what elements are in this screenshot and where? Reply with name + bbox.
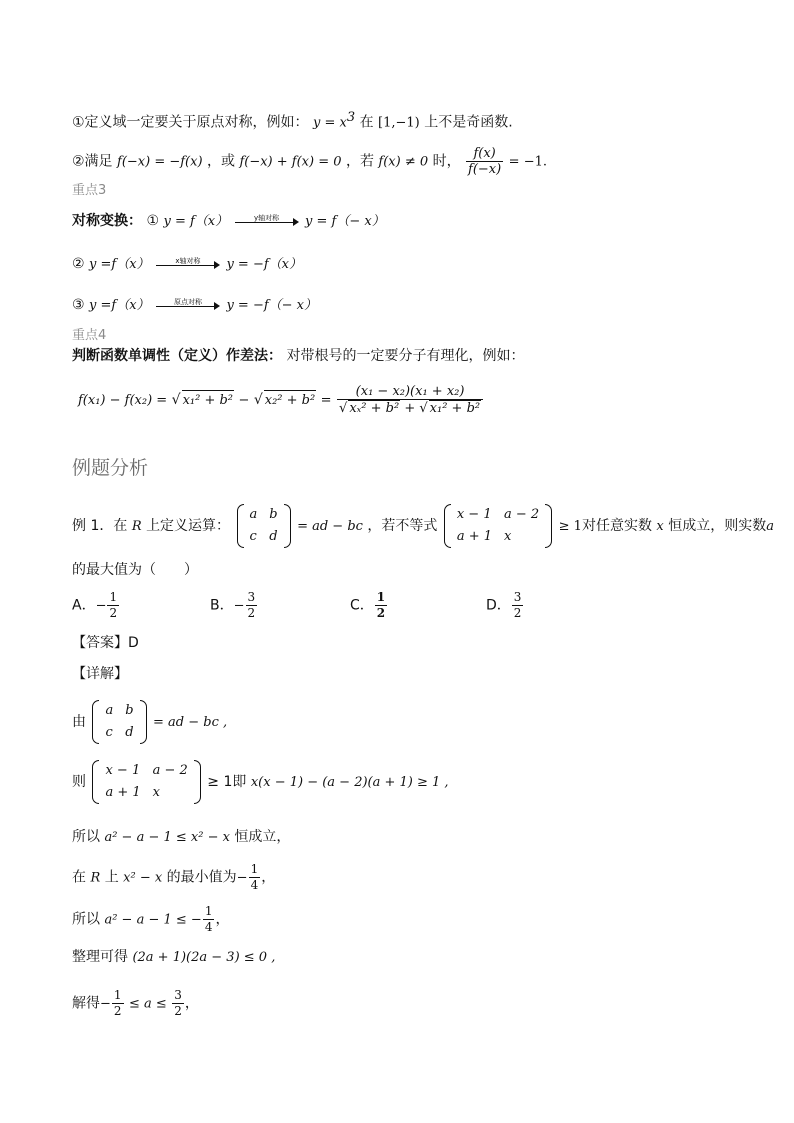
detail-title: 【详解】 xyxy=(72,666,128,682)
example-1-question-line2: 的最大值为（ ） xyxy=(72,562,198,578)
transform-arrow: y轴对称 xyxy=(235,214,299,228)
solution-step-7: 解得− $\frac{1}{2}$ ≤ a ≤ $\frac{3}{2}$ ， xyxy=(72,988,199,1018)
option-b[interactable]: B．− $\frac{3}{2}$ xyxy=(210,590,256,620)
example-1-question: 例 1．在 R 上定义运算： a b c d = ad − bc ，若不等式 x − 1 a − 2 a + 1 x ≥ 1对任意实数 x 恒成立，则实数a xyxy=(72,504,774,548)
note-odd-condition: ②满足 f(−x) = −f(x) ，或 f(−x) + f(x) = 0 ，若 f(x) ≠ 0 时， $\frac{f(x)}{f(-x)}$ = −1. xyxy=(72,146,547,177)
ratio-fraction: $\frac{f(x)}{f(-x)}$ xyxy=(468,146,502,177)
section-title: 例题分析 xyxy=(72,457,149,479)
monotonic-example-formula: f(x₁) − f(x₂) = √ x₁² + b² − √ x₂² + b² = $\frac{\text{(x₁ − x₂)(x₁ + x₂)}}{\text{√ xₓ² + b² + √ x₁² + b²}}$ xyxy=(78,384,484,416)
solution-step-3: 所以 a² − a − 1 ≤ x² − x 恒成立， xyxy=(72,829,291,845)
option-c[interactable]: C． $\frac{1}{2}$ xyxy=(350,590,386,620)
determinant-abcd: a b c d xyxy=(237,504,291,548)
answer-line: 【答案】D xyxy=(72,635,139,651)
transform-arrow: x轴对称 xyxy=(156,257,220,271)
symmetry-item-2: ② y =f（x） x轴对称 y = −f（x） xyxy=(72,256,302,272)
solution-step-5: 所以 a² − a − 1 ≤ − $\frac{1}{4}$ ， xyxy=(72,904,230,934)
heading-key-point-4: 重点4 xyxy=(72,328,107,343)
solution-step-1: 由 a b c d = ad − bc , xyxy=(72,700,227,744)
determinant-inequality: x − 1 a − 2 a + 1 x xyxy=(444,504,552,548)
solution-step-6: 整理可得 (2a + 1)(2a − 3) ≤ 0 , xyxy=(72,949,276,965)
symmetry-item-3: ③ y =f（x） 原点对称 y = −f（− x） xyxy=(72,297,317,313)
note-domain-symmetry: ①定义域一定要关于原点对称，例如： $y = x^3$ 在 [1,−1) 上不是奇函数. xyxy=(72,110,513,131)
option-a[interactable]: A．− $\frac{1}{2}$ xyxy=(72,590,118,620)
determinant-abcd: a b c d xyxy=(92,700,146,744)
solution-step-4: 在 R 上 x² − x 的最小值为− $\frac{1}{4}$ ， xyxy=(72,862,276,892)
monotonic-rule: 判断函数单调性（定义）作差法： 对带根号的一定要分子有理化，例如： xyxy=(72,348,525,364)
heading-key-point-3: 重点3 xyxy=(72,183,107,198)
option-d[interactable]: D． $\frac{3}{2}$ xyxy=(486,590,522,620)
symmetry-item-1: 对称变换： ① y = f（x） y轴对称 y = f（− x） xyxy=(72,213,385,229)
solution-step-2: 则 x − 1 a − 2 a + 1 x ≥ 1即 x(x − 1) − (a − 2)(a + 1) ≥ 1 , xyxy=(72,760,449,804)
transform-arrow: 原点对称 xyxy=(156,298,220,312)
rationalized-fraction: $\frac{\text{(x₁ − x₂)(x₁ + x₂)}}{\text{√ xₓ² + b² + √ x₁² + b²}}$ xyxy=(337,384,483,416)
determinant-inequality: x − 1 a − 2 a + 1 x xyxy=(92,760,200,804)
